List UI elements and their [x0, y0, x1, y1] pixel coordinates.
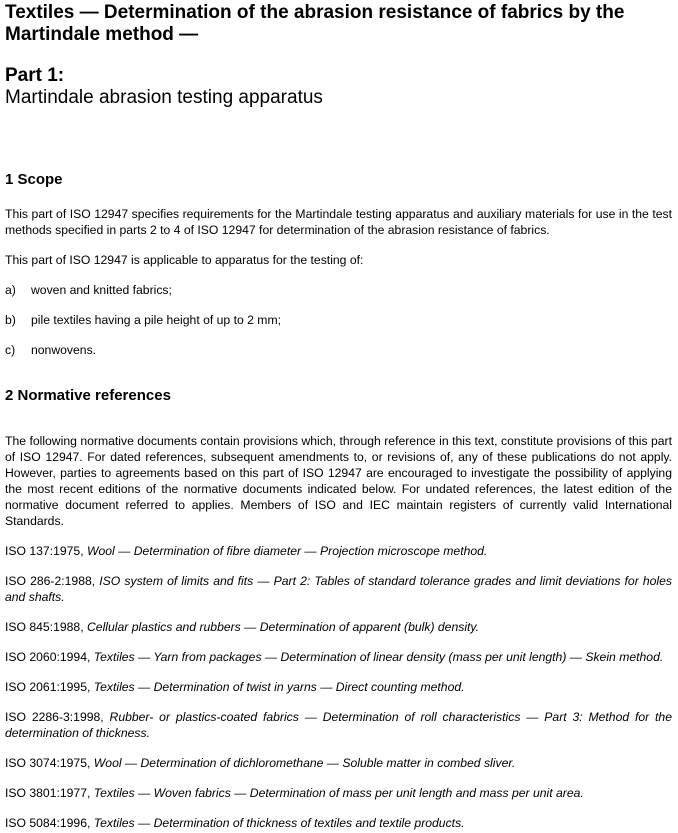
reference-title: Textiles — Yarn from packages — Determination of linear density (mass per unit length) — Skein method. [93, 650, 664, 664]
reference-entry [5, 755, 672, 771]
reference-title: Wool — Determination of fibre diameter — Projection microscope method. [87, 544, 488, 558]
reference-code: ISO 137:1975, [5, 544, 84, 558]
reference-entry [5, 543, 672, 559]
reference-title: Textiles — Woven fabrics — Determination of mass per unit length and mass per unit area. [93, 786, 584, 800]
reference-code: ISO 2286-3:1998, [5, 710, 104, 724]
reference-entry [5, 649, 672, 665]
part-title: Martindale abrasion testing apparatus [5, 87, 323, 108]
list-item-text: pile textiles having a pile height of up to 2 mm; [31, 313, 281, 327]
scope-section [5, 171, 672, 358]
list-item-label: a) [5, 283, 16, 297]
reference-entry [5, 709, 672, 741]
reference-title: Wool — Determination of dichloromethane — Soluble matter in combed sliver. [93, 756, 516, 770]
list-item [5, 282, 672, 298]
reference-title: Cellular plastics and rubbers — Determination of apparent (bulk) density. [87, 620, 479, 634]
list-item-label: b) [5, 313, 16, 327]
scope-paragraph: This part of ISO 12947 is applicable to apparatus for the testing of: [5, 253, 364, 267]
reference-entry [5, 679, 672, 695]
scope-heading: 1 Scope [5, 171, 63, 188]
reference-title: Textiles — Determination of thickness of textiles and textile products. [93, 816, 465, 830]
normative-references-heading: 2 Normative references [5, 387, 171, 404]
reference-code: ISO 845:1988, [5, 620, 84, 634]
scope-paragraph: This part of ISO 12947 specifies requirements for the Martindale testing apparatus and auxiliary materials for use in the test methods specified in parts 2 to 4 of ISO 12947 for determination of the abrasion resistance of fabrics. [5, 207, 672, 237]
list-item [5, 312, 672, 328]
reference-entry [5, 619, 672, 635]
reference-title: Rubber- or plastics-coated fabrics — Determination of roll characteristics — Part 3: Method for the determination of thickness. [5, 710, 672, 740]
document-title: Textiles — Determination of the abrasion resistance of fabrics by the Martindale method — [5, 2, 625, 45]
list-item-text: woven and knitted fabrics; [31, 283, 172, 297]
normative-references-section [5, 387, 672, 831]
reference-code: ISO 2060:1994, [5, 650, 91, 664]
reference-title: ISO system of limits and fits — Part 2: Tables of standard tolerance grades and limit deviations for holes and shafts. [5, 574, 673, 604]
part-number: Part 1: [5, 65, 65, 86]
reference-entry [5, 785, 672, 801]
reference-title: Textiles — Determination of twist in yarns — Direct counting method. [93, 680, 465, 694]
normative-references-intro: The following normative documents contain provisions which, through reference in this text, constitute provisions of this part of ISO 12947. For dated references, subsequent amendments to, or revisions of, any of these publications do not apply. However, parties to agreements based on this part of ISO 12947 are encouraged to investigate the possibility of applying the most recent editions of the normative documents indicated below. For undated references, the latest edition of the normative document referred to applies. Members of ISO and IEC maintain registers of currently valid International Standards. [5, 434, 672, 528]
reference-code: ISO 286-2:1988, [5, 574, 96, 588]
list-item [5, 342, 672, 358]
reference-code: ISO 2061:1995, [5, 680, 91, 694]
reference-code: ISO 5084:1996, [5, 816, 91, 830]
list-item-text: nonwovens. [31, 343, 97, 357]
reference-entry [5, 815, 672, 831]
list-item-label: c) [5, 343, 16, 357]
reference-code: ISO 3074:1975, [5, 756, 91, 770]
reference-entry [5, 573, 672, 605]
reference-code: ISO 3801:1977, [5, 786, 91, 800]
